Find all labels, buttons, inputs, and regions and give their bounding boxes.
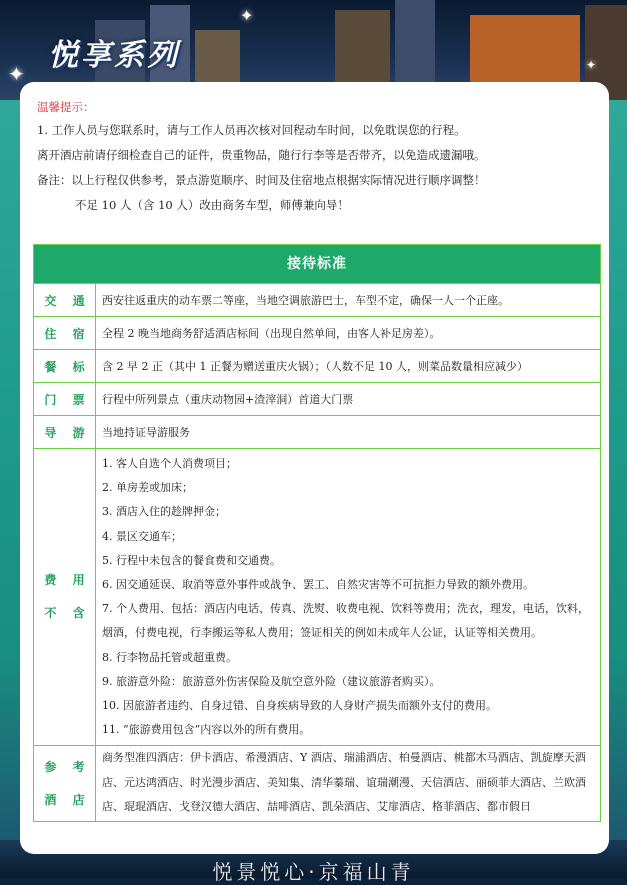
row-value: 行程中所列景点（重庆动物园+渣滓洞）首道大门票 xyxy=(102,393,354,406)
row-value: 含 2 早 2 正（其中 1 正餐为赠送重庆火锅）；（人数不足 10 人，则菜品数量相应减少） xyxy=(102,360,528,373)
sparkle-icon: ✦ xyxy=(8,62,25,86)
list-item: 6. 因交通延误、取消等意外事件或战争、罢工、自然灾害等不可抗拒力导致的额外费用。 xyxy=(102,578,534,592)
list-item: 10. 因旅游者违约、自身过错、自身疾病导致的人身财产损失而额外支付的费用。 xyxy=(102,699,497,713)
sparkle-icon: ✦ xyxy=(240,6,254,25)
table-row xyxy=(34,316,600,349)
table-row xyxy=(34,283,600,316)
exclusions-row xyxy=(34,448,600,745)
reference-label-line: 参 考 xyxy=(44,759,91,774)
series-title: 悦享系列 xyxy=(48,38,180,73)
list-item: 5. 行程中未包含的餐食费和交通费。 xyxy=(102,553,281,567)
reception-standard-table xyxy=(33,244,601,822)
exclusions-label xyxy=(34,449,96,745)
table-row xyxy=(34,382,600,415)
list-item: 4. 景区交通车； xyxy=(102,529,182,543)
hotel-list: 商务型准四酒店：伊卡酒店、希漫酒店、Y 酒店、瑞浦酒店、柏曼酒店、桃都木马酒店、凯旋摩天酒店、元达鸿酒店、时光漫步酒店、美知集、清华蓁瑞、谊瑞潮漫、天信酒店、丽硕菲大酒店、兰欧酒店、琨琨酒店、戈登汉德大酒店、喆啡酒店、凯朵酒店、艾扉酒店、格菲酒店、都市假日 xyxy=(102,751,586,813)
row-label: 餐 标 xyxy=(34,350,96,382)
row-value: 全程 2 晚当地商务舒适酒店标间（出现自然单间，由客人补足房差）。 xyxy=(102,327,441,340)
tips-line: 离开酒店前请仔细检查自己的证件，贵重物品，随行行李等是否带齐，以免造成遗漏哦。 xyxy=(37,148,486,162)
exclusions-label-line: 费 用 xyxy=(44,573,91,588)
row-label: 交 通 xyxy=(34,284,96,316)
list-item: 11. “旅游费用包含”内容以外的所有费用。 xyxy=(102,723,311,737)
table-row xyxy=(34,349,600,382)
table-row xyxy=(34,415,600,448)
exclusions-label-line: 不 含 xyxy=(44,606,91,621)
table-title: 接待标准 xyxy=(34,245,600,283)
reference-hotels-row xyxy=(34,745,600,821)
tips-line: 备注：以上行程仅供参考，景点游览顺序、时间及住宿地点根据实际情况进行顺序调整！ xyxy=(37,173,486,187)
row-value: 当地持证导游服务 xyxy=(102,426,190,439)
list-item: 1. 客人自选个人消费项目； xyxy=(102,457,237,470)
list-item: 8. 行李物品托管或超重费。 xyxy=(102,650,237,664)
footer-slogan: 悦景悦心·京福山青 xyxy=(212,860,415,884)
warm-tips xyxy=(37,96,597,218)
sparkle-icon: ✦ xyxy=(586,58,597,72)
list-item: 9. 旅游意外险：旅游意外伤害保险及航空意外险（建议旅游者购买）。 xyxy=(102,674,441,688)
exclusions-list xyxy=(96,449,600,745)
row-label: 导 游 xyxy=(34,416,96,448)
list-item: 3. 酒店入住的趁牌押金； xyxy=(102,505,226,519)
content-card xyxy=(20,82,609,854)
list-item: 2. 单房差或加床； xyxy=(102,481,193,495)
row-label: 住 宿 xyxy=(34,317,96,349)
reference-hotels-text xyxy=(96,746,600,821)
tips-line: 不足 10 人（含 10 人）改由商务车型，师傅兼向导！ xyxy=(75,198,349,212)
reference-label-line: 酒 店 xyxy=(44,792,91,807)
row-label: 门 票 xyxy=(34,383,96,415)
reference-hotels-label xyxy=(34,746,96,821)
tips-title: 温馨提示： xyxy=(37,100,95,114)
row-value: 西安往返重庆的动车票二等座，当地空调旅游巴士，车型不定，确保一人一个正座。 xyxy=(102,294,509,307)
list-item: 7. 个人费用、包括：酒店内电话、传真、洗熨、收费电视、饮料等费用；洗衣，理发，电话，饮料，烟酒，付费电视，行李搬运等私人费用；签证相关的例如未成年人公证，认证等相关费用。 xyxy=(102,602,589,640)
tips-line: 1. 工作人员与您联系时，请与工作人员再次核对回程动车时间，以免耽误您的行程。 xyxy=(37,123,466,137)
